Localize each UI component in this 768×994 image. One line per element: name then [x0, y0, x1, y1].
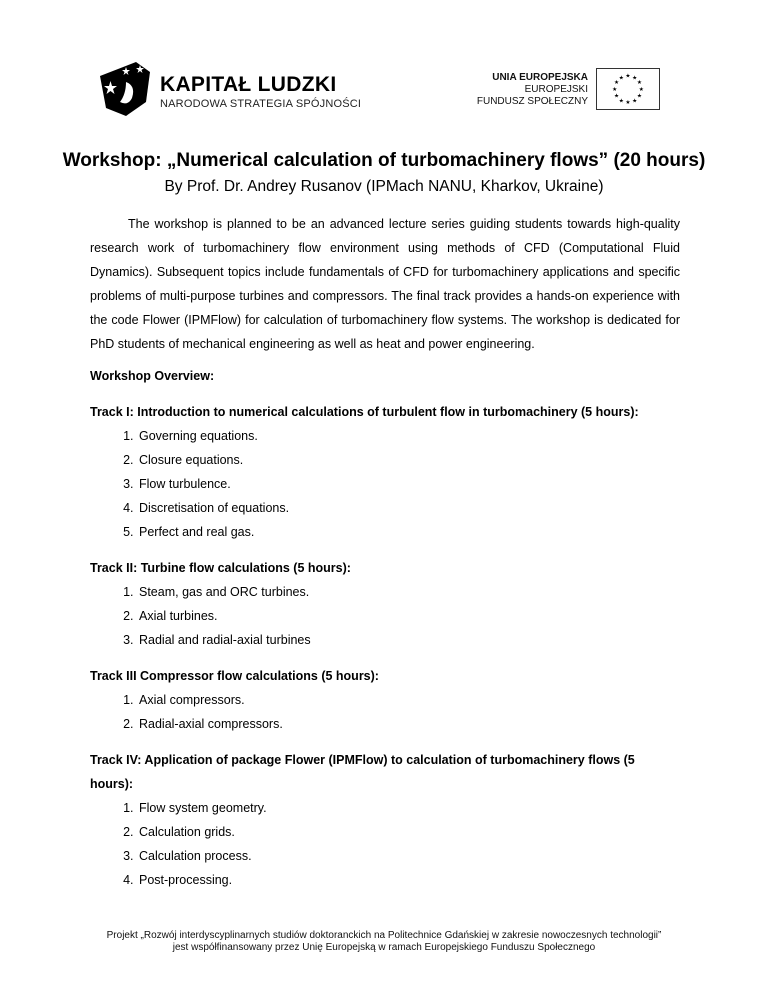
list-item: 1. Flow system geometry. [137, 796, 680, 820]
svg-text:★: ★ [636, 93, 642, 100]
svg-text:★: ★ [612, 86, 618, 93]
track-1-list [90, 424, 680, 544]
list-item: 1. Steam, gas and ORC turbines. [137, 580, 680, 604]
list-item: 2. Closure equations. [137, 448, 680, 472]
list-item: 2. Radial-axial compressors. [137, 712, 680, 736]
list-item: 3. Radial and radial-axial turbines [137, 628, 680, 652]
page-title: Workshop: „Numerical calculation of turbomachinery flows” (20 hours) [62, 150, 706, 171]
track-2-heading: Track II: Turbine flow calculations (5 hours): [90, 561, 351, 575]
track-4-heading: Track IV: Application of package Flower (IPMFlow) to calculation of turbomachinery flows (5 hours): [90, 753, 635, 791]
list-item: 4. Post-processing. [137, 868, 680, 892]
svg-text:★: ★ [625, 73, 631, 80]
document-body [90, 212, 680, 892]
list-item: 3. Flow turbulence. [137, 472, 680, 496]
eu-line-1: UNIA EUROPEJSKA [492, 72, 588, 83]
page-footer [0, 930, 768, 954]
svg-text:★: ★ [618, 98, 624, 105]
list-item: 2. Axial turbines. [137, 604, 680, 628]
list-item: 1. Governing equations. [137, 424, 680, 448]
footer-line-2: jest współfinansowany przez Unię Europejską w ramach Europejskiego Funduszu Społecznego [172, 942, 596, 953]
track-3-heading: Track III Compressor flow calculations (5 hours): [90, 669, 379, 683]
svg-text:★: ★ [614, 80, 620, 87]
kapital-ludzki-subtitle: NARODOWA STRATEGIA SPÓJNOŚCI [160, 98, 362, 110]
track-3-list [90, 688, 680, 736]
kapital-ludzki-title: KAPITAŁ LUDZKI [160, 73, 337, 96]
list-item: 5. Perfect and real gas. [137, 520, 680, 544]
footer-line-1: Projekt „Rozwój interdyscyplinarnych studiów doktoranckich na Politechnice Gdańskiej w zakresie nowoczesnych technologii” [106, 930, 662, 941]
eu-flag-icon [596, 68, 660, 110]
track-1-heading: Track I: Introduction to numerical calculations of turbulent flow in turbomachinery (5 hours): [90, 405, 639, 419]
track-4-list [90, 796, 680, 892]
intro-paragraph: The workshop is planned to be an advanced lecture series guiding students towards high-quality research work of turbomachinery flow environment using methods of CFD (Computational Fluid Dynamics). Subsequent topics include fundamentals of CFD for turbomachinery applications and specific problems of multi-purpose turbines and compressors. The final track provides a hands-on experience with the code Flower (IPMFlow) for calculation of turbomachinery flow systems. The workshop is dedicated for PhD students of mechanical engineering as well as heat and power engineering. [90, 217, 680, 351]
eu-text-block [477, 72, 588, 108]
kapital-ludzki-logo-icon [96, 58, 156, 118]
list-item: 4. Discretisation of equations. [137, 496, 680, 520]
eu-line-2: EUROPEJSKI [524, 84, 588, 95]
eu-line-3: FUNDUSZ SPOŁECZNY [476, 96, 588, 107]
svg-text:★: ★ [632, 98, 638, 105]
svg-text:★: ★ [638, 86, 644, 93]
page-subtitle: By Prof. Dr. Andrey Rusanov (IPMach NANU, Kharkov, Ukraine) [164, 178, 604, 195]
track-2-list [90, 580, 680, 652]
list-item: 2. Calculation grids. [137, 820, 680, 844]
svg-text:★: ★ [614, 93, 620, 100]
overview-heading: Workshop Overview: [90, 369, 215, 383]
svg-text:★: ★ [636, 80, 642, 87]
svg-text:★: ★ [632, 75, 638, 82]
list-item: 3. Calculation process. [137, 844, 680, 868]
svg-text:★: ★ [625, 100, 631, 107]
list-item: 1. Axial compressors. [137, 688, 680, 712]
svg-text:★: ★ [618, 75, 624, 82]
page-header [0, 52, 768, 122]
